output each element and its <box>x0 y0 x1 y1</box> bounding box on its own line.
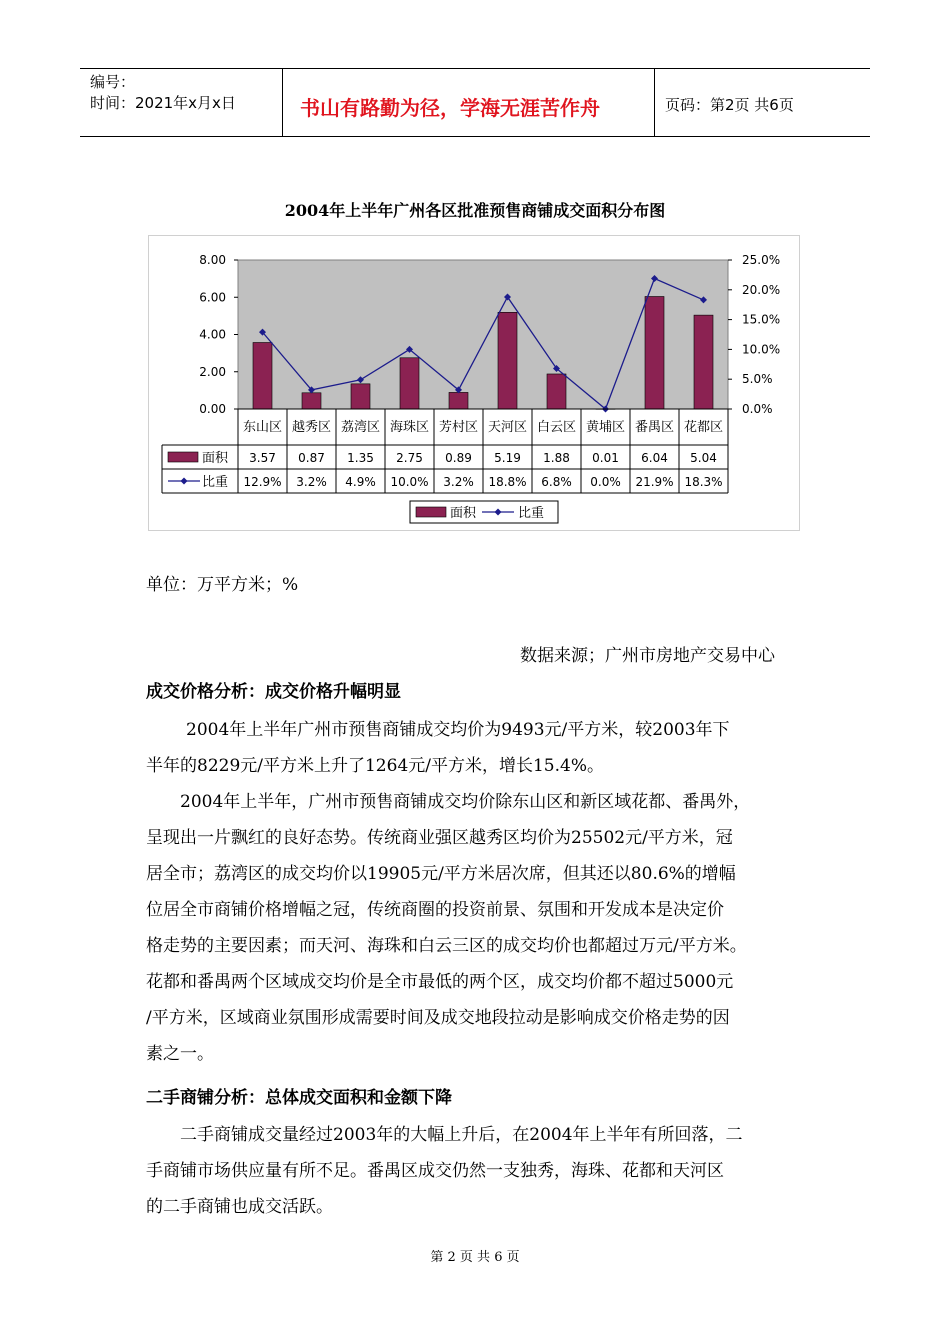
x-tick-label: 越秀区 <box>291 420 332 435</box>
header-motto: 书山有路勤为径，学海无涯苦作舟 <box>300 96 600 120</box>
data-label-area: 1.88 <box>543 451 570 465</box>
data-label-area: 3.57 <box>249 451 276 465</box>
data-label-share: 18.3% <box>684 475 723 489</box>
table-bar-swatch <box>168 452 198 462</box>
data-label-share: 3.2% <box>443 475 474 489</box>
y-right-tick-label: 25.0% <box>742 253 781 267</box>
y-left-tick-label: 6.00 <box>199 290 226 305</box>
data-label-share: 0.0% <box>590 475 621 489</box>
y-right-tick-label: 0.0% <box>742 402 773 416</box>
paragraph-line: 居全市；荔湾区的成交均价以19905元/平方米居次席，但其还以80.6%的增幅 <box>146 864 736 884</box>
x-tick-label: 天河区 <box>487 420 528 435</box>
paragraph-line: 的二手商铺也成交活跃。 <box>146 1197 333 1217</box>
data-label-share: 21.9% <box>635 475 674 489</box>
legend-label-area: 面积 <box>450 506 477 521</box>
x-tick-label: 海珠区 <box>389 420 430 435</box>
section-heading-price: 成交价格分析：成交价格升幅明显 <box>146 682 401 702</box>
data-label-area: 5.04 <box>690 451 717 465</box>
paragraph-line: 位居全市商铺价格增幅之冠，传统商圈的投资前景、氛围和开发成本是决定价 <box>146 900 724 920</box>
bar-area-海珠区 <box>400 358 419 409</box>
data-label-area: 0.87 <box>298 451 325 465</box>
bar-area-番禺区 <box>645 297 664 409</box>
paragraph-line: 2004年上半年，广州市预售商铺成交均价除东山区和新区域花都、番禺外， <box>180 792 751 812</box>
data-label-area: 0.89 <box>445 451 472 465</box>
paragraph-line: 手商铺市场供应量有所不足。番禺区成交仍然一支独秀，海珠、花都和天河区 <box>146 1161 724 1181</box>
y-right-tick-label: 20.0% <box>742 282 781 297</box>
doc-date-label: 时间：2021年x月x日 <box>90 94 236 112</box>
paragraph-line: /平方米，区域商业氛围形成需要时间及成交地段拉动是影响成交价格走势的因 <box>146 1008 730 1028</box>
x-tick-label: 东山区 <box>242 420 283 435</box>
data-label-area: 2.75 <box>396 451 423 465</box>
x-tick-label: 芳村区 <box>438 420 479 435</box>
paragraph-line: 呈现出一片飘红的良好态势。传统商业强区越秀区均价为25502元/平方米，冠 <box>146 828 733 848</box>
data-label-share: 4.9% <box>345 475 376 489</box>
y-left-tick-label: 8.00 <box>199 253 226 267</box>
data-label-share: 12.9% <box>243 475 282 489</box>
y-left-tick-label: 4.00 <box>199 327 226 342</box>
page-footer: 第 2 页 共 6 页 <box>430 1250 520 1265</box>
bar-area-越秀区 <box>302 393 321 409</box>
x-tick-label: 白云区 <box>536 420 577 435</box>
data-label-area: 0.01 <box>592 451 619 465</box>
header-top-rule <box>80 68 870 69</box>
bar-area-天河区 <box>498 312 517 409</box>
x-tick-label: 荔湾区 <box>340 420 381 435</box>
area-distribution-chart <box>148 235 800 531</box>
page-indicator: 页码：第2页 共6页 <box>665 96 794 114</box>
data-label-area: 6.04 <box>641 451 668 465</box>
y-left-tick-label: 0.00 <box>199 402 226 416</box>
bar-area-荔湾区 <box>351 384 370 409</box>
x-tick-label: 番禺区 <box>634 420 675 435</box>
y-left-tick-label: 2.00 <box>199 364 226 379</box>
bar-area-白云区 <box>547 374 566 409</box>
chart-title: 2004年上半年广州各区批准预售商铺成交面积分布图 <box>284 201 666 220</box>
data-label-area: 1.35 <box>347 451 374 465</box>
unit-note: 单位：万平方米；% <box>146 575 299 595</box>
paragraph-line: 格走势的主要因素；而天河、海珠和白云三区的成交均价也都超过万元/平方米。 <box>146 936 747 956</box>
data-label-share: 10.0% <box>390 475 429 489</box>
source-note: 数据来源；广州市房地产交易中心 <box>520 646 775 666</box>
data-label-share: 6.8% <box>541 475 572 489</box>
y-right-tick-label: 15.0% <box>742 312 781 327</box>
paragraph-line: 素之一。 <box>146 1044 214 1064</box>
legend-label-share: 比重 <box>518 506 545 521</box>
legend-swatch-area <box>416 507 446 517</box>
bar-area-芳村区 <box>449 392 468 409</box>
paragraph-line: 半年的8229元/平方米上升了1264元/平方米，增长15.4%。 <box>146 756 604 776</box>
header-bottom-rule <box>80 136 870 137</box>
y-right-tick-label: 10.0% <box>742 342 781 357</box>
paragraph-line: 2004年上半年广州市预售商铺成交均价为9493元/平方米，较2003年下 <box>186 720 730 740</box>
x-tick-label: 黄埔区 <box>585 420 626 435</box>
data-label-share: 18.8% <box>488 475 527 489</box>
table-row-label-area: 面积 <box>202 451 229 466</box>
section-heading-resale: 二手商铺分析：总体成交面积和金额下降 <box>146 1088 452 1108</box>
paragraph-line: 花都和番禺两个区域成交均价是全市最低的两个区，成交均价都不超过5000元 <box>146 972 734 992</box>
x-tick-label: 花都区 <box>683 420 724 435</box>
paragraph-line: 二手商铺成交量经过2003年的大幅上升后，在2004年上半年有所回落，二 <box>180 1125 743 1145</box>
table-row-label-share: 比重 <box>202 475 229 490</box>
doc-number-label: 编号： <box>90 73 136 91</box>
bar-area-东山区 <box>253 343 272 409</box>
header-divider-right <box>654 68 655 137</box>
y-right-tick-label: 5.0% <box>742 372 773 387</box>
data-label-area: 5.19 <box>494 451 521 465</box>
data-label-share: 3.2% <box>296 475 327 489</box>
header-divider-left <box>282 68 283 137</box>
bar-area-花都区 <box>694 315 713 409</box>
